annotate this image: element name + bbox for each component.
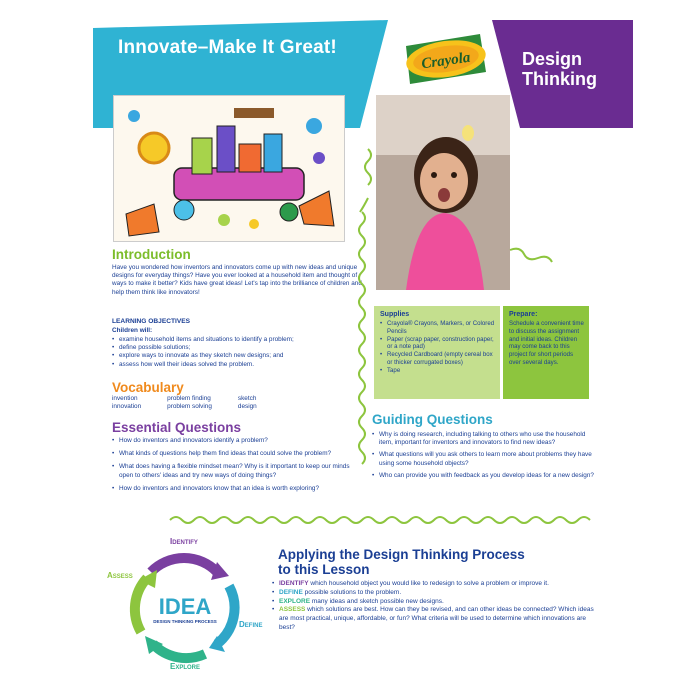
prepare-text: Schedule a convenient time to discuss the assignment and initial ideas. Children may come back to this project for short periods over several days. [509,320,584,366]
applying-list [272,580,594,633]
idea-cycle-diagram [105,532,270,672]
idea-center-text: IDEA [158,594,212,619]
list-item: • How do inventors and innovators know that an idea is worth exploring? [112,485,364,493]
list-item: • Recycled Cardboard (empty cereal box or thicker corrugated boxes) [380,351,496,367]
supplies-box [374,306,500,399]
vocab-term: sketch [237,395,257,402]
vocab-term: problem solving [167,403,212,411]
introduction-heading: Introduction [112,247,191,262]
vocab-term: innovation [112,403,142,411]
page-title: Innovate–Make It Great! [118,37,337,58]
essential-questions-heading: Essential Questions [112,420,242,435]
prepare-heading: Prepare: [509,311,538,318]
list-item: • DEFINE possible solutions to the problem. [272,589,594,598]
list-item: • examine household items and situations to identify a problem; [112,336,362,344]
applying-heading: Applying the Design Thinking Process to this Lesson [278,547,525,577]
list-item: • define possible solutions; [112,344,362,352]
vocabulary-heading: Vocabulary [112,380,184,395]
identify-label: Identify [170,537,198,546]
guiding-questions-list [372,431,600,480]
list-item: • explore ways to innovate as they sketch new designs; and [112,352,362,360]
list-item: • Tape [380,367,496,375]
introduction-text: Have you wondered how inventors and innovators come up with new ideas and unique designs for everyday things? Have you ever looked at a household item and thought of ways to make it better? Kids have great ideas! Let's tap into the brilliance of children and help them think like innovators! [112,264,362,296]
idea-subtitle: DESIGN THINKING PROCESS [153,619,217,624]
list-item: • Paper (scrap paper, construction paper, or a note pad) [380,336,496,352]
list-item: • What questions will you ask others to learn more about problems they have using some household objects? [372,451,600,467]
explore-label: Explore [170,662,201,671]
supplies-heading: Supplies [380,311,410,318]
list-item: • ASSESS which solutions are best. How can they be revised, and can other ideas be connected? Which ideas are most practical, unique, affordable, or fun? What criteria will be used to determine which innovations are best? [272,606,594,632]
list-item: • IDENTIFY which household object you would like to redesign to solve a problem or improve it. [272,580,594,589]
category-title: Design Thinking [522,49,597,89]
list-item: • What kinds of questions help them find ideas that could solve the problem? [112,450,364,458]
prepare-box [503,306,589,399]
objectives-heading: LEARNING OBJECTIVES [112,318,191,325]
list-item: • Crayola® Crayons, Markers, or Colored Pencils [380,320,496,336]
list-item: • How do inventors and innovators identify a problem? [112,437,364,445]
guiding-questions-heading: Guiding Questions [372,412,493,427]
define-label: Define [239,620,263,629]
list-item: • What does having a flexible mindset mean? Why is it important to keep our minds open to others' ideas and try new ways of doing things? [112,463,364,479]
vocab-term: invention [112,395,138,402]
vocab-term: design [237,403,257,411]
supplies-list [374,320,500,375]
assess-label: Assess [107,571,133,580]
list-item: • Why is doing research, including talking to others who use the household item, important for inventors and innovators to find new ideas? [372,431,600,447]
list-item: • EXPLORE many ideas and sketch possible new designs. [272,598,594,607]
objectives-lead: Children will: [112,327,153,334]
list-item: • Who can provide you with feedback as you develop ideas for a new design? [372,472,600,480]
list-item: • assess how well their ideas solved the problem. [112,361,362,369]
logo-text: Crayola [420,49,472,73]
vocab-term: problem finding [167,395,211,402]
